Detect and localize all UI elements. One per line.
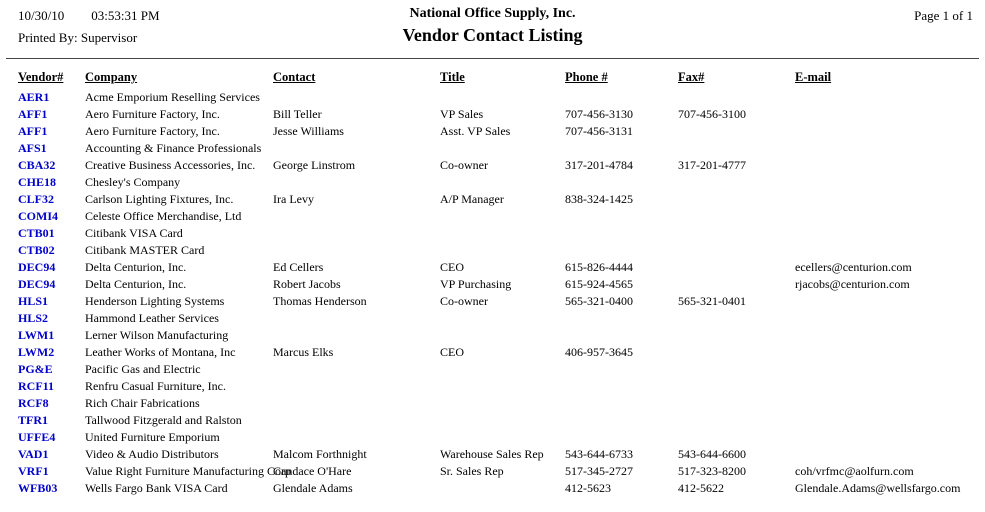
email-cell: ecellers@centurion.com xyxy=(795,260,912,274)
fax-cell xyxy=(678,276,795,293)
title-cell: Asst. VP Sales xyxy=(440,124,511,138)
email-cell xyxy=(795,123,985,140)
vendor-code-cell: VRF1 xyxy=(18,464,49,478)
table-row xyxy=(18,242,985,259)
contact-cell xyxy=(273,208,440,225)
email-cell xyxy=(795,378,985,395)
title-cell xyxy=(440,480,565,497)
company-cell: United Furniture Emporium xyxy=(85,430,220,444)
table-row xyxy=(18,395,985,412)
table-row xyxy=(18,276,985,293)
vendor-code-cell: LWM1 xyxy=(18,328,55,342)
contact-cell xyxy=(273,89,440,106)
vendor-code-cell: CLF32 xyxy=(18,192,54,206)
contact-cell xyxy=(273,327,440,344)
printed-by-value: Supervisor xyxy=(80,30,138,45)
print-time: 03:53:31 PM xyxy=(91,8,160,23)
vendor-code-cell: CTB01 xyxy=(18,226,55,240)
vendor-code-cell: AER1 xyxy=(18,90,50,104)
contact-cell: Ed Cellers xyxy=(273,260,324,274)
vendor-code-cell: RCF11 xyxy=(18,379,54,393)
company-cell: Rich Chair Fabrications xyxy=(85,396,200,410)
print-date: 10/30/10 xyxy=(18,8,65,23)
table-row xyxy=(18,123,985,140)
table-row xyxy=(18,412,985,429)
email-cell xyxy=(795,225,985,242)
contact-cell: Robert Jacobs xyxy=(273,277,341,291)
fax-cell xyxy=(678,412,795,429)
report-header xyxy=(0,0,985,58)
company-cell: Delta Centurion, Inc. xyxy=(85,277,187,291)
phone-cell xyxy=(565,429,678,446)
phone-cell xyxy=(565,395,678,412)
email-cell xyxy=(795,106,985,123)
column-header-contact: Contact xyxy=(273,70,316,84)
fax-cell: 565-321-0401 xyxy=(678,294,746,308)
contact-cell xyxy=(273,174,440,191)
fax-cell xyxy=(678,242,795,259)
contact-cell xyxy=(273,429,440,446)
title-cell xyxy=(440,327,565,344)
company-cell: Lerner Wilson Manufacturing xyxy=(85,328,229,342)
vendor-code-cell: PG&E xyxy=(18,362,53,376)
contact-cell: Malcom Forthnight xyxy=(273,447,367,461)
vendor-table-body xyxy=(18,89,985,497)
title-cell: CEO xyxy=(440,260,464,274)
contact-cell xyxy=(273,310,440,327)
vendor-code-cell: TFR1 xyxy=(18,413,48,427)
column-header-company: Company xyxy=(85,70,138,84)
contact-cell xyxy=(273,242,440,259)
contact-cell xyxy=(273,361,440,378)
email-cell xyxy=(795,327,985,344)
fax-cell xyxy=(678,310,795,327)
table-row xyxy=(18,157,985,174)
contact-cell: Glendale Adams xyxy=(273,481,353,495)
email-cell xyxy=(795,344,985,361)
fax-cell: 317-201-4777 xyxy=(678,158,746,172)
email-cell xyxy=(795,429,985,446)
contact-cell: Thomas Henderson xyxy=(273,294,367,308)
column-header-title: Title xyxy=(440,70,465,84)
table-row xyxy=(18,463,985,480)
title-cell: A/P Manager xyxy=(440,192,504,206)
table-row xyxy=(18,106,985,123)
phone-cell xyxy=(565,140,678,157)
email-cell: coh/vrfmc@aolfurn.com xyxy=(795,464,914,478)
vendor-code-cell: DEC94 xyxy=(18,277,56,291)
phone-cell: 543-644-6733 xyxy=(565,447,633,461)
email-cell xyxy=(795,242,985,259)
title-cell xyxy=(440,310,565,327)
phone-cell xyxy=(565,378,678,395)
email-cell xyxy=(795,310,985,327)
phone-cell xyxy=(565,89,678,106)
vendor-code-cell: LWM2 xyxy=(18,345,55,359)
vendor-code-cell: CBA32 xyxy=(18,158,56,172)
vendor-code-cell: RCF8 xyxy=(18,396,49,410)
fax-cell: 543-644-6600 xyxy=(678,447,746,461)
vendor-code-cell: HLS2 xyxy=(18,311,49,325)
contact-cell: Candace O'Hare xyxy=(273,464,352,478)
fax-cell xyxy=(678,395,795,412)
fax-cell xyxy=(678,140,795,157)
company-cell: Chesley's Company xyxy=(85,175,181,189)
contact-cell xyxy=(273,378,440,395)
phone-cell xyxy=(565,310,678,327)
title-cell xyxy=(440,140,565,157)
company-cell: Carlson Lighting Fixtures, Inc. xyxy=(85,192,234,206)
title-cell xyxy=(440,242,565,259)
title-cell: CEO xyxy=(440,345,464,359)
phone-cell: 317-201-4784 xyxy=(565,158,633,172)
table-row xyxy=(18,174,985,191)
company-cell: Video & Audio Distributors xyxy=(85,447,219,461)
fax-cell xyxy=(678,225,795,242)
vendor-code-cell: AFS1 xyxy=(18,141,47,155)
vendor-code-cell: AFF1 xyxy=(18,107,48,121)
phone-cell xyxy=(565,174,678,191)
phone-cell: 615-826-4444 xyxy=(565,260,633,274)
table-row xyxy=(18,140,985,157)
title-cell: Co-owner xyxy=(440,158,488,172)
printed-by-label: Printed By: xyxy=(18,30,78,45)
column-header-email: E-mail xyxy=(795,70,832,84)
table-row xyxy=(18,191,985,208)
contact-cell: Marcus Elks xyxy=(273,345,334,359)
phone-cell: 406-957-3645 xyxy=(565,345,633,359)
fax-cell: 517-323-8200 xyxy=(678,464,746,478)
contact-cell: Bill Teller xyxy=(273,107,322,121)
company-cell: Renfru Casual Furniture, Inc. xyxy=(85,379,226,393)
fax-cell xyxy=(678,208,795,225)
email-cell xyxy=(795,293,985,310)
title-cell: Warehouse Sales Rep xyxy=(440,447,544,461)
email-cell xyxy=(795,208,985,225)
company-cell: Accounting & Finance Professionals xyxy=(85,141,262,155)
company-cell: Aero Furniture Factory, Inc. xyxy=(85,124,220,138)
phone-cell xyxy=(565,225,678,242)
fax-cell xyxy=(678,89,795,106)
contact-cell xyxy=(273,225,440,242)
phone-cell xyxy=(565,208,678,225)
company-cell: Celeste Office Merchandise, Ltd xyxy=(85,209,242,223)
contact-cell xyxy=(273,395,440,412)
table-row xyxy=(18,327,985,344)
title-cell: Sr. Sales Rep xyxy=(440,464,504,478)
email-cell: rjacobs@centurion.com xyxy=(795,277,910,291)
title-cell xyxy=(440,89,565,106)
phone-cell: 517-345-2727 xyxy=(565,464,633,478)
email-cell xyxy=(795,191,985,208)
contact-cell xyxy=(273,412,440,429)
fax-cell: 412-5622 xyxy=(678,481,724,495)
column-header-vendor: Vendor# xyxy=(18,70,64,84)
table-row xyxy=(18,259,985,276)
email-cell xyxy=(795,361,985,378)
title-cell xyxy=(440,361,565,378)
email-cell xyxy=(795,157,985,174)
fax-cell xyxy=(678,361,795,378)
fax-cell: 707-456-3100 xyxy=(678,107,746,121)
title-cell: VP Purchasing xyxy=(440,277,512,291)
company-cell: Tallwood Fitzgerald and Ralston xyxy=(85,413,242,427)
table-header-row xyxy=(18,59,985,89)
table-row xyxy=(18,208,985,225)
table-row xyxy=(18,225,985,242)
phone-cell: 412-5623 xyxy=(565,481,611,495)
contact-cell: Ira Levy xyxy=(273,192,314,206)
page-title: Vendor Contact Listing xyxy=(402,25,583,45)
table-row xyxy=(18,361,985,378)
phone-cell xyxy=(565,412,678,429)
table-row xyxy=(18,480,985,497)
phone-cell: 615-924-4565 xyxy=(565,277,633,291)
vendor-code-cell: WFB03 xyxy=(18,481,58,495)
email-cell xyxy=(795,446,985,463)
company-cell: Hammond Leather Services xyxy=(85,311,219,325)
company-cell: Acme Emporium Reselling Services xyxy=(85,90,260,104)
vendor-code-cell: COMI4 xyxy=(18,209,58,223)
email-cell xyxy=(795,395,985,412)
vendor-code-cell: HLS1 xyxy=(18,294,49,308)
title-cell xyxy=(440,225,565,242)
company-cell: Wells Fargo Bank VISA Card xyxy=(85,481,228,495)
phone-cell: 565-321-0400 xyxy=(565,294,633,308)
phone-cell xyxy=(565,327,678,344)
column-header-phone: Phone # xyxy=(565,70,608,84)
company-name: National Office Supply, Inc. xyxy=(409,6,576,21)
company-cell: Pacific Gas and Electric xyxy=(85,362,201,376)
table-row xyxy=(18,344,985,361)
email-cell xyxy=(795,140,985,157)
vendor-code-cell: UFFE4 xyxy=(18,430,56,444)
fax-cell xyxy=(678,344,795,361)
phone-cell: 707-456-3130 xyxy=(565,107,633,121)
title-cell xyxy=(440,395,565,412)
vendor-table xyxy=(18,59,985,497)
contact-cell xyxy=(273,140,440,157)
email-cell xyxy=(795,89,985,106)
email-cell xyxy=(795,174,985,191)
phone-cell: 707-456-3131 xyxy=(565,124,633,138)
vendor-code-cell: DEC94 xyxy=(18,260,56,274)
vendor-code-cell: CHE18 xyxy=(18,175,57,189)
vendor-code-cell: AFF1 xyxy=(18,124,48,138)
phone-cell: 838-324-1425 xyxy=(565,192,633,206)
title-cell xyxy=(440,429,565,446)
title-cell xyxy=(440,378,565,395)
vendor-code-cell: CTB02 xyxy=(18,243,55,257)
company-cell: Delta Centurion, Inc. xyxy=(85,260,187,274)
table-row xyxy=(18,378,985,395)
report-title-block xyxy=(0,6,985,46)
fax-cell xyxy=(678,259,795,276)
email-cell xyxy=(795,412,985,429)
email-cell: Glendale.Adams@wellsfargo.com xyxy=(795,481,961,495)
company-cell: Citibank MASTER Card xyxy=(85,243,205,257)
title-cell xyxy=(440,174,565,191)
fax-cell xyxy=(678,123,795,140)
title-cell: VP Sales xyxy=(440,107,484,121)
company-cell: Citibank VISA Card xyxy=(85,226,183,240)
fax-cell xyxy=(678,378,795,395)
title-cell: Co-owner xyxy=(440,294,488,308)
title-cell xyxy=(440,412,565,429)
contact-cell: George Linstrom xyxy=(273,158,356,172)
column-header-fax: Fax# xyxy=(678,70,705,84)
fax-cell xyxy=(678,429,795,446)
company-cell: Henderson Lighting Systems xyxy=(85,294,225,308)
table-row xyxy=(18,446,985,463)
phone-cell xyxy=(565,242,678,259)
table-row xyxy=(18,310,985,327)
table-row xyxy=(18,429,985,446)
page-info: Page 1 of 1 xyxy=(914,8,973,23)
company-cell: Aero Furniture Factory, Inc. xyxy=(85,107,220,121)
company-cell: Leather Works of Montana, Inc xyxy=(85,345,236,359)
fax-cell xyxy=(678,191,795,208)
vendor-code-cell: VAD1 xyxy=(18,447,49,461)
phone-cell xyxy=(565,361,678,378)
table-row xyxy=(18,293,985,310)
fax-cell xyxy=(678,327,795,344)
title-cell xyxy=(440,208,565,225)
table-row xyxy=(18,89,985,106)
company-cell: Value Right Furniture Manufacturing Corp xyxy=(85,464,291,478)
contact-cell: Jesse Williams xyxy=(273,124,344,138)
fax-cell xyxy=(678,174,795,191)
company-cell: Creative Business Accessories, Inc. xyxy=(85,158,256,172)
